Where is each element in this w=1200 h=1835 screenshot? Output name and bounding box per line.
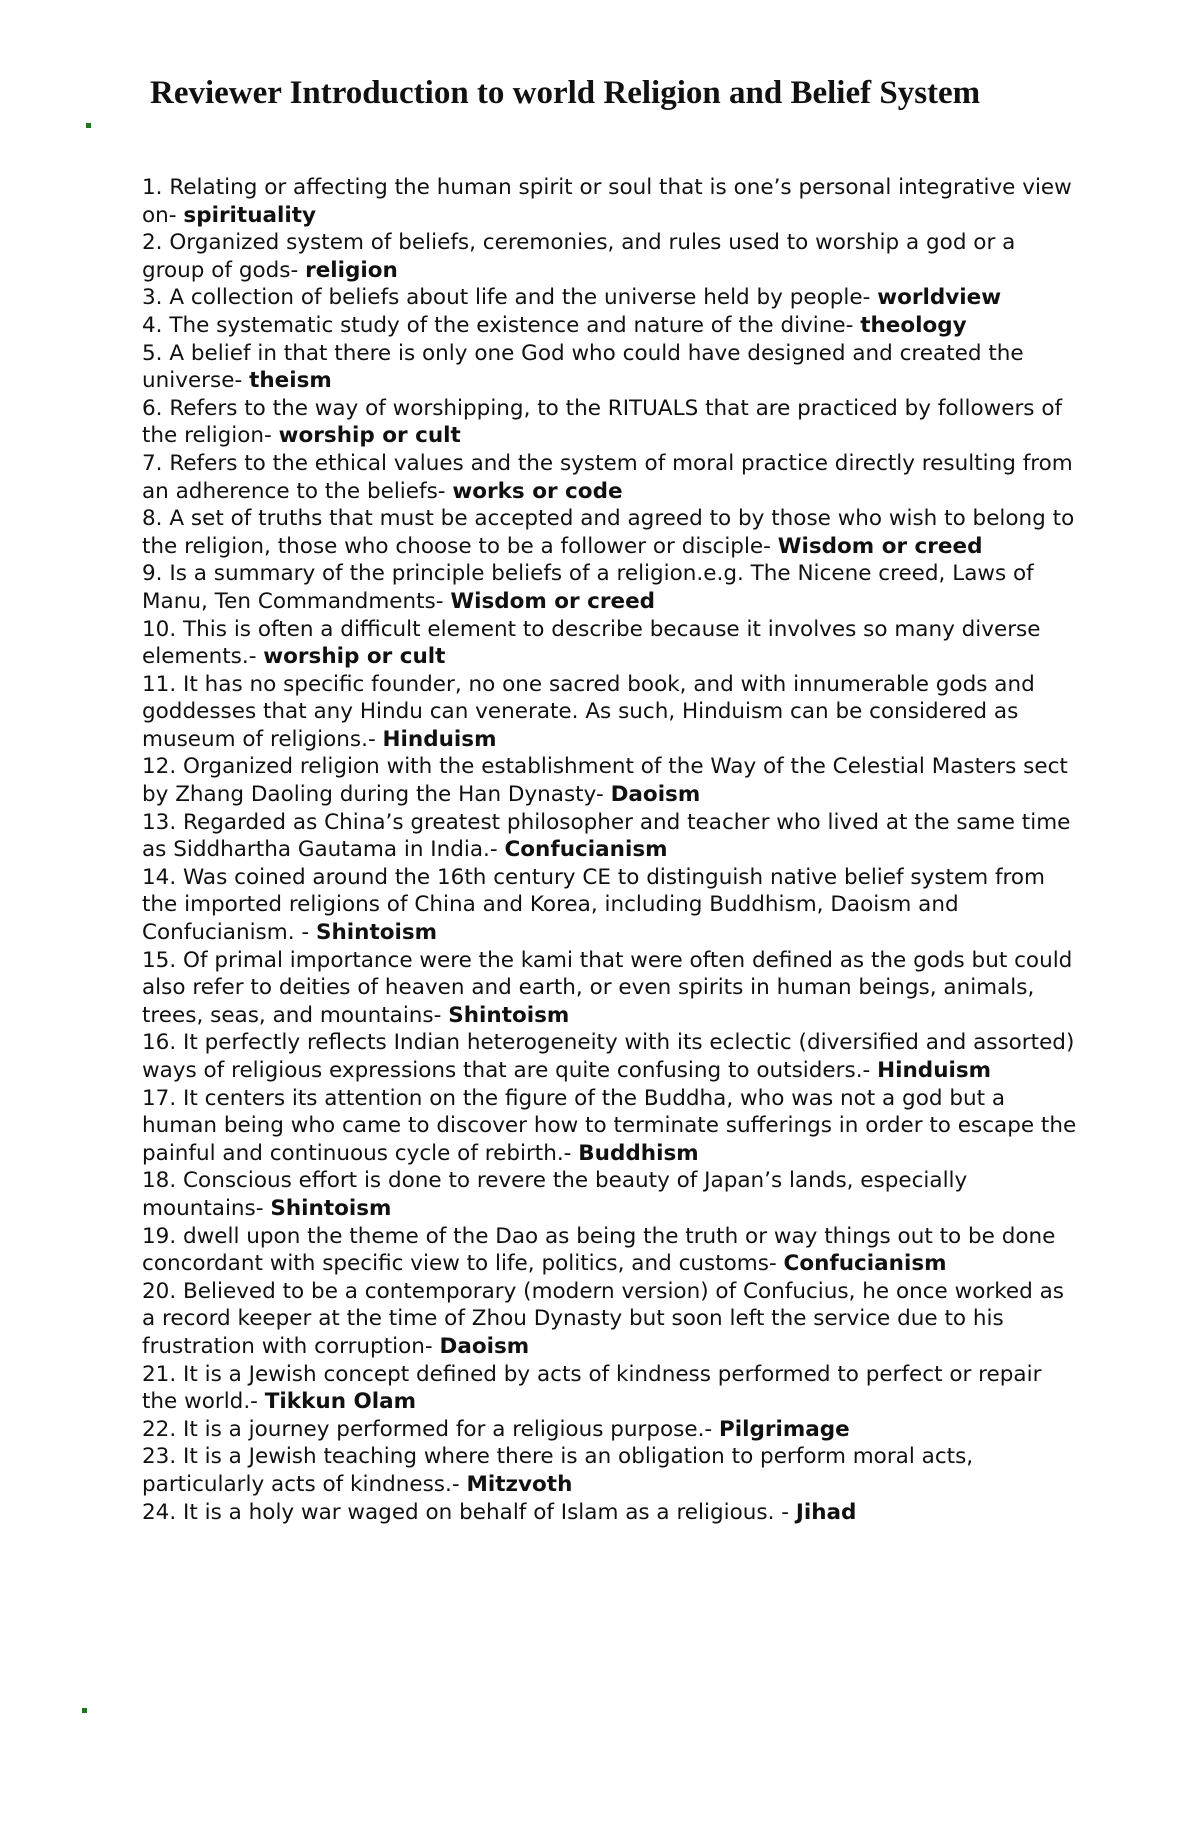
question-number: 17.	[142, 1085, 177, 1111]
answer-text: Tikkun Olam	[264, 1389, 417, 1415]
question-number: 6.	[142, 395, 163, 421]
question-text: It is a holy war waged on behalf of Islam as a religious. -	[183, 1499, 790, 1525]
answer-text: Daoism	[610, 782, 701, 808]
question-number: 22.	[142, 1416, 177, 1442]
question-item	[142, 864, 1082, 947]
question-item	[142, 229, 1082, 284]
question-item	[142, 616, 1082, 671]
question-text: A collection of beliefs about life and the universe held by people-	[169, 285, 871, 311]
question-item	[142, 1499, 1082, 1527]
question-number: 23.	[142, 1444, 177, 1470]
answer-text: Mitzvoth	[466, 1471, 573, 1497]
answer-text: Shintoism	[315, 920, 438, 946]
question-text: dwell upon the theme of the Dao as being the truth or way things out to be done concordant with specific view to life, politics, and customs-	[142, 1223, 1056, 1277]
question-text: The systematic study of the existence and nature of the divine-	[169, 312, 854, 338]
question-item	[142, 174, 1082, 229]
answer-text: Wisdom or creed	[450, 588, 656, 614]
question-item	[142, 1085, 1082, 1168]
answer-text: theism	[249, 368, 332, 394]
question-item	[142, 1029, 1082, 1084]
question-item	[142, 753, 1082, 808]
question-text: Regarded as China’s greatest philosopher and teacher who lived at the same time as Siddhartha Gautama in India.-	[142, 809, 1071, 863]
question-text: Organized system of beliefs, ceremonies, and rules used to worship a god or a group of gods-	[142, 230, 1016, 283]
question-item	[142, 340, 1082, 395]
answer-text: works or code	[452, 478, 623, 504]
question-text: Relating or affecting the human spirit or soul that is one’s personal integrative view on-	[142, 175, 1072, 228]
question-number: 21.	[142, 1361, 177, 1387]
question-text: Believed to be a contemporary (modern version) of Confucius, he once worked as a record keeper at the time of Zhou Dynasty but soon left the service due to his frustration with corruption-	[142, 1278, 1064, 1359]
question-item	[142, 1443, 1082, 1498]
question-text: Of primal importance were the kami that were often defined as the gods but could also refer to deities of heaven and earth, or even spirits in human beings, animals, trees, seas, and mountains-	[142, 947, 1073, 1028]
question-item	[142, 312, 1082, 340]
question-number: 24.	[142, 1499, 177, 1525]
question-text: Conscious effort is done to revere the beauty of Japan’s lands, especially mountains-	[142, 1168, 968, 1221]
question-text: It is a Jewish concept defined by acts of kindness performed to perfect or repair the world.-	[142, 1361, 1042, 1415]
question-number: 7.	[142, 450, 163, 476]
question-item	[142, 505, 1082, 560]
question-item	[142, 1416, 1082, 1444]
answer-text: religion	[305, 257, 398, 283]
question-text: It is a journey performed for a religious purpose.-	[183, 1416, 713, 1442]
question-text: Is a summary of the principle beliefs of a religion.e.g. The Nicene creed, Laws of Manu, Ten Commandments-	[142, 561, 1034, 614]
answer-text: Shintoism	[270, 1195, 392, 1221]
question-text: It has no specific founder, no one sacred book, and with innumerable gods and goddesses that any Hindu can venerate. As such, Hinduism can be considered as museum of religions.-	[142, 671, 1035, 752]
answer-text: Wisdom or creed	[777, 533, 983, 559]
answer-text: Confucianism	[783, 1251, 947, 1277]
question-number: 19.	[142, 1223, 177, 1249]
question-item	[142, 450, 1082, 505]
question-item	[142, 284, 1082, 312]
answer-text: Jihad	[795, 1499, 857, 1525]
question-number: 14.	[142, 864, 177, 890]
question-number: 15.	[142, 947, 177, 973]
question-item	[142, 1167, 1082, 1222]
question-number: 20.	[142, 1278, 177, 1304]
question-number: 4.	[142, 312, 163, 338]
answer-text: theology	[860, 312, 967, 338]
document-title: Reviewer Introduction to world Religion and Belief System	[150, 75, 981, 111]
question-text: Refers to the ethical values and the system of moral practice directly resulting from an adherence to the beliefs-	[142, 450, 1073, 504]
question-number: 3.	[142, 285, 163, 311]
question-text: It centers its attention on the figure of the Buddha, who was not a god but a human being who came to discover how to terminate sufferings in order to escape the painful and continuous cycle of rebirth.-	[142, 1085, 1077, 1166]
answer-text: Confucianism	[504, 837, 668, 863]
question-item	[142, 947, 1082, 1030]
question-number: 10.	[142, 616, 177, 642]
question-text: It perfectly reflects Indian heterogeneity with its eclectic (diversified and assorted) ways of religious expressions that are quite confusing to outsiders.-	[142, 1030, 1075, 1083]
question-number: 16.	[142, 1030, 177, 1056]
question-list	[142, 174, 1082, 1526]
question-text: Was coined around the 16th century CE to distinguish native belief system from the imported religions of China and Korea, including Buddhism, Daoism and Confucianism. -	[142, 864, 1045, 946]
answer-text: worldview	[877, 285, 1002, 311]
answer-text: Shintoism	[448, 1002, 570, 1028]
answer-text: Hinduism	[382, 726, 497, 752]
question-text: It is a Jewish teaching where there is an obligation to perform moral acts, particularly acts of kindness.-	[142, 1444, 974, 1497]
question-item	[142, 560, 1082, 615]
question-number: 5.	[142, 340, 163, 366]
question-text: A belief in that there is only one God who could have designed and created the universe-	[142, 340, 1024, 394]
question-number: 12.	[142, 754, 177, 780]
question-text: Organized religion with the establishment of the Way of the Celestial Masters sect by Zhang Daoling during the Han Dynasty-	[142, 754, 1068, 808]
question-number: 1.	[142, 175, 163, 200]
question-item	[142, 395, 1082, 450]
question-item	[142, 671, 1082, 754]
question-item	[142, 1278, 1082, 1361]
question-text: This is often a difficult element to describe because it involves so many diverse elements.-	[142, 616, 1041, 670]
bullet-marker-bottom	[82, 1708, 87, 1713]
answer-text: Hinduism	[877, 1058, 992, 1083]
question-number: 13.	[142, 809, 177, 835]
question-number: 9.	[142, 561, 163, 587]
question-number: 18.	[142, 1168, 177, 1194]
answer-text: Pilgrimage	[719, 1416, 850, 1442]
question-item	[142, 1223, 1082, 1278]
question-item	[142, 1361, 1082, 1416]
answer-text: worship or cult	[278, 423, 461, 449]
question-item	[142, 809, 1082, 864]
bullet-marker-top	[86, 123, 91, 128]
question-number: 11.	[142, 671, 177, 697]
question-text: Refers to the way of worshipping, to the RITUALS that are practiced by followers of the religion-	[142, 395, 1063, 449]
answer-text: Daoism	[439, 1333, 530, 1359]
answer-text: worship or cult	[263, 644, 446, 670]
question-number: 2.	[142, 230, 163, 256]
question-text: A set of truths that must be accepted and agreed to by those who wish to belong to the religion, those who choose to be a follower or disciple-	[142, 506, 1075, 559]
question-number: 8.	[142, 506, 163, 532]
answer-text: Buddhism	[578, 1140, 699, 1166]
answer-text: spirituality	[183, 202, 317, 228]
